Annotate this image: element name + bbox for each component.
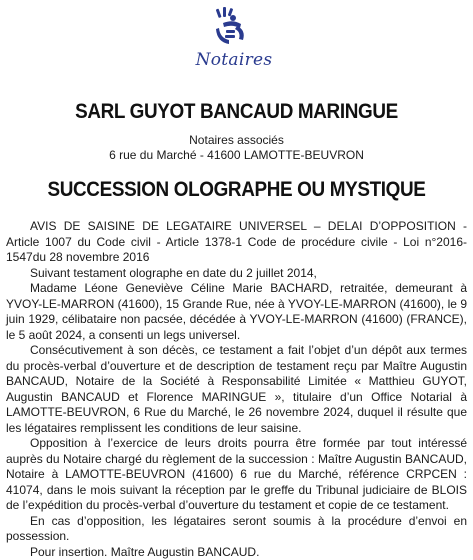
notice-body: [6, 219, 467, 560]
notice-title: SUCCESSION OLOGRAPHE OU MYSTIQUE: [24, 178, 450, 202]
notaires-emblem-icon: [213, 6, 255, 48]
notice-paragraph: Consécutivement à son décès, ce testament a fait l’objet d’un dépôt aux termes du procès-verbal d’ouverture et de description de testament reçu par Maître Augustin BANCAUD, Notaire de la Société à Responsabilité Limitée « Matthieu GUYOT, Augustin BANCAUD et Florence MARINGUE », titulaire d’un Office Notarial à LAMOTTE-BEUVRON, 6 Rue du Marché, le 26 novembre 2024, duquel il résulte que les légataires remplissent les conditions de leur saisine.: [6, 343, 467, 436]
notice-paragraph: AVIS DE SAISINE DE LEGATAIRE UNIVERSEL – DELAI D’OPPOSITION - Article 1007 du Code civil - Article 1378-1 Code de procédure civile - Loi n°2016-1547du 28 novembre 2016: [6, 219, 467, 266]
notice-paragraph: Madame Léone Geneviève Céline Marie BACHARD, retraitée, demeurant à YVOY-LE-MARRON (41600), 15 Grande Rue, née à YVOY-LE-MARRON (41600), le 9 juin 1929, célibataire non pacsée, décédée à YVOY-LE-MARRON (41600) (FRANCE), le 5 août 2024, a consenti un legs universel.: [6, 281, 467, 343]
office-name: SARL GUYOT BANCAUD MARINGUE: [24, 100, 450, 124]
office-subtitle: Notaires associés: [0, 133, 473, 147]
office-address: 6 rue du Marché - 41600 LAMOTTE-BEUVRON: [0, 148, 473, 162]
notice-paragraph: Opposition à l’exercice de leurs droits pourra être formée par tout intéressé auprès du Notaire chargé du règlement de la succession : Maître Augustin BANCAUD, Notaire à LAMOTTE-BEUVRON (41600) 6 rue du Marché, référence CRPCEN : 41074, dans le mois suivant la réception par le greffe du Tribunal judiciaire de BLOIS de l’expédition du procès-verbal d’ouverture du testament et copie de ce testament.: [6, 436, 467, 514]
notice-paragraph: En cas d’opposition, les légataires seront soumis à la procédure d’envoi en possession.: [6, 514, 467, 545]
notaires-logo: [184, 6, 284, 72]
notice-paragraph: Suivant testament olographe en date du 2 juillet 2014,: [6, 266, 467, 282]
notice-paragraph: Pour insertion. Maître Augustin BANCAUD.: [6, 545, 467, 560]
logo-wordmark: Notaires: [184, 50, 284, 70]
